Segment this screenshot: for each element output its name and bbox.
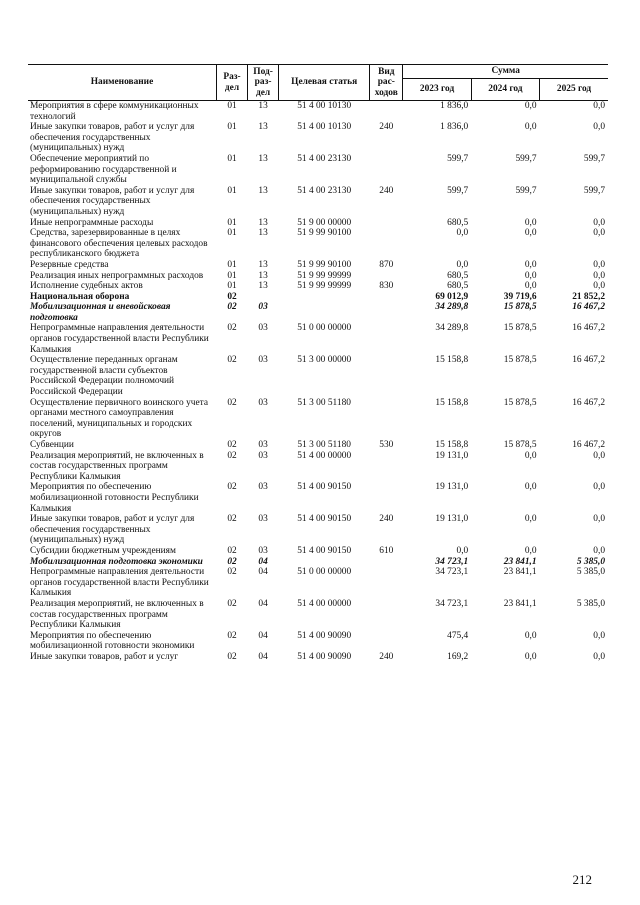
row-name: Осуществление первичного воинского учета органами местного самоуправления поселений, муниципальных и городских округов — [30, 397, 209, 440]
row-razdel: 02 — [227, 598, 237, 609]
row-amount-2023: 34 289,8 — [435, 302, 469, 313]
row-vid — [370, 302, 403, 323]
row-podrazdel: 03 — [258, 482, 268, 493]
row-razdel: 02 — [227, 514, 237, 525]
row-amount-2025: 0,0 — [593, 101, 605, 111]
table-row — [28, 440, 608, 451]
table-row — [28, 451, 608, 483]
row-amount-2023: 19 131,0 — [435, 482, 469, 493]
row-amount-2024: 39 719,6 — [503, 291, 537, 302]
row-amount-2025: 599,7 — [583, 185, 605, 196]
row-podrazdel: 03 — [258, 440, 268, 450]
row-target: 51 9 99 99999 — [297, 281, 352, 292]
row-amount-2023: 1 836,0 — [440, 101, 469, 111]
row-vid: 870 — [379, 259, 394, 270]
budget-table — [28, 64, 608, 662]
row-razdel: 02 — [227, 302, 237, 313]
row-podrazdel: 04 — [258, 567, 268, 578]
row-razdel: 01 — [227, 259, 237, 270]
row-vid: 240 — [379, 185, 394, 196]
row-amount-2024: 15 878,5 — [503, 355, 537, 366]
row-target: 51 9 99 99999 — [297, 270, 352, 281]
row-amount-2023: 15 158,8 — [435, 355, 469, 366]
row-vid — [370, 482, 403, 514]
row-amount-2024: 15 878,5 — [503, 397, 537, 408]
table-row — [28, 546, 608, 557]
row-name: Непрограммные направления деятельности органов государственной власти Республики Калмыкия — [30, 323, 209, 355]
row-amount-2024: 0,0 — [524, 217, 537, 228]
header-target: Целевая статья — [279, 65, 370, 101]
row-amount-2023: 599,7 — [447, 185, 469, 196]
table-row — [28, 122, 608, 154]
row-amount-2025: 16 467,2 — [572, 355, 605, 366]
row-razdel: 02 — [227, 482, 237, 493]
row-amount-2024: 599,7 — [515, 153, 537, 164]
table-row — [28, 302, 608, 323]
row-target: 51 4 00 10130 — [297, 122, 352, 133]
row-razdel: 02 — [227, 630, 237, 641]
budget-table-page — [28, 64, 608, 662]
row-amount-2023: 69 012,9 — [435, 291, 469, 302]
row-podrazdel: 13 — [258, 270, 268, 281]
row-amount-2024: 0,0 — [524, 228, 537, 239]
row-razdel: 01 — [227, 228, 237, 239]
row-amount-2023: 680,5 — [447, 270, 469, 281]
row-amount-2025: 0,0 — [593, 482, 605, 493]
row-name: Мобилизационная и вневойсковая подготовка — [30, 302, 171, 323]
row-name: Реализация мероприятий, не включенных в состав государственных программ Республики Калмыкия — [30, 598, 204, 631]
row-podrazdel: 03 — [258, 514, 268, 525]
row-amount-2024: 23 841,1 — [503, 598, 537, 609]
table-row — [28, 398, 608, 440]
row-razdel: 02 — [227, 556, 237, 567]
row-target: 51 9 99 90100 — [297, 259, 352, 270]
row-name: Иные закупки товаров, работ и услуг для обеспечения государственных (муниципальных) нужд — [30, 514, 195, 546]
row-vid: 240 — [379, 122, 394, 133]
row-podrazdel: 03 — [258, 355, 268, 366]
row-amount-2023: 15 158,8 — [435, 440, 469, 450]
header-podrazdel: Под- раз- дел — [248, 65, 279, 101]
row-name: Непрограммные направления деятельности органов государственной власти Республики Калмыкия — [30, 567, 209, 599]
row-amount-2025: 0,0 — [593, 228, 605, 239]
row-amount-2024: 23 841,1 — [503, 556, 537, 567]
row-razdel: 02 — [227, 450, 237, 461]
row-podrazdel: 04 — [258, 556, 268, 567]
row-amount-2025: 599,7 — [583, 153, 605, 164]
row-vid — [370, 567, 403, 599]
row-amount-2024: 0,0 — [524, 545, 537, 556]
row-amount-2025: 16 467,2 — [572, 397, 605, 408]
row-name: Мероприятия по обеспечению мобилизационной готовности экономики — [30, 630, 195, 652]
header-name: Наименование — [28, 65, 216, 101]
row-amount-2024: 15 878,5 — [503, 323, 537, 334]
row-target: 51 3 00 51180 — [297, 440, 351, 450]
row-amount-2025: 0,0 — [593, 450, 605, 461]
row-amount-2024: 0,0 — [524, 259, 537, 270]
header-summa: Сумма — [403, 65, 608, 79]
table-row — [28, 228, 608, 260]
row-podrazdel — [248, 292, 279, 303]
row-amount-2024: 599,7 — [515, 185, 537, 196]
table-row — [28, 482, 608, 514]
row-vid — [370, 292, 403, 303]
table-row — [28, 631, 608, 652]
row-podrazdel: 13 — [258, 185, 268, 196]
header-2024: 2024 год — [471, 79, 539, 101]
table-body — [28, 101, 608, 663]
row-amount-2023: 0,0 — [456, 228, 469, 239]
row-razdel: 01 — [227, 217, 237, 228]
row-podrazdel: 13 — [258, 217, 268, 228]
row-vid — [370, 557, 403, 568]
row-podrazdel: 04 — [258, 598, 268, 609]
row-name: Национальная оборона — [30, 291, 130, 302]
table-row — [28, 652, 608, 663]
row-razdel: 01 — [227, 153, 237, 164]
row-name: Исполнение судебных актов — [30, 281, 143, 292]
row-vid: 240 — [379, 651, 394, 662]
row-amount-2025: 0,0 — [593, 651, 605, 662]
row-amount-2025: 0,0 — [593, 545, 605, 556]
row-amount-2023: 0,0 — [456, 545, 469, 556]
row-amount-2023: 34 723,1 — [435, 598, 469, 609]
row-name: Иные закупки товаров, работ и услуг для обеспечения государственных (муниципальных) нужд — [30, 185, 195, 217]
row-amount-2024: 23 841,1 — [503, 567, 537, 578]
row-vid — [370, 355, 403, 397]
row-name: Средства, зарезервированные в целях финансового обеспечения целевых расходов республиканского бюджета — [30, 228, 208, 260]
row-amount-2023: 34 289,8 — [435, 323, 469, 334]
row-amount-2024: 0,0 — [524, 281, 537, 292]
table-row — [28, 323, 608, 355]
row-vid: 610 — [379, 545, 394, 556]
row-amount-2023: 34 723,1 — [435, 567, 469, 578]
row-name: Резервные средства — [30, 259, 109, 270]
row-amount-2025: 16 467,2 — [572, 440, 605, 450]
row-razdel: 02 — [227, 545, 237, 556]
row-amount-2025: 0,0 — [593, 217, 605, 228]
row-podrazdel: 03 — [258, 397, 268, 408]
row-amount-2024: 0,0 — [524, 651, 537, 662]
row-target: 51 4 00 90150 — [297, 482, 352, 493]
row-name: Иные закупки товаров, работ и услуг для обеспечения государственных (муниципальных) нужд — [30, 122, 195, 154]
row-podrazdel: 03 — [258, 302, 268, 313]
row-vid — [370, 451, 403, 483]
row-vid — [370, 228, 403, 260]
row-amount-2025: 5 385,0 — [576, 556, 605, 567]
row-podrazdel: 13 — [258, 101, 268, 111]
row-amount-2023: 1 836,0 — [440, 122, 469, 133]
row-amount-2024: 0,0 — [524, 450, 537, 461]
header-vid: Вид рас- ходов — [370, 65, 403, 101]
row-razdel: 02 — [227, 397, 237, 408]
page-number: 212 — [572, 872, 592, 887]
row-amount-2025: 0,0 — [593, 281, 605, 292]
row-target: 51 4 00 10130 — [297, 101, 352, 111]
row-target: 51 4 00 23130 — [297, 185, 352, 196]
table-row — [28, 292, 608, 303]
row-razdel: 02 — [227, 323, 237, 334]
row-podrazdel: 04 — [258, 630, 268, 641]
row-target — [279, 557, 370, 568]
row-amount-2025: 5 385,0 — [576, 567, 605, 578]
row-vid — [370, 398, 403, 440]
row-amount-2023: 19 131,0 — [435, 450, 469, 461]
table-row — [28, 557, 608, 568]
row-amount-2023: 34 723,1 — [435, 556, 469, 567]
row-vid: 530 — [379, 440, 394, 450]
row-name: Осуществление переданных органам государственной власти субъектов Российской Федерации полномочий Российской Федерации — [30, 355, 178, 398]
table-row — [28, 101, 608, 123]
row-amount-2025: 0,0 — [593, 630, 605, 641]
table-row — [28, 514, 608, 546]
row-target: 51 4 00 23130 — [297, 153, 352, 164]
row-target: 51 4 00 90150 — [297, 514, 352, 525]
row-vid — [370, 154, 403, 186]
row-amount-2023: 680,5 — [447, 217, 469, 228]
row-amount-2024: 0,0 — [524, 514, 537, 525]
row-vid — [370, 271, 403, 282]
row-razdel: 02 — [227, 651, 237, 662]
row-target: 51 9 00 00000 — [297, 217, 352, 228]
row-target — [279, 302, 370, 323]
table-row — [28, 271, 608, 282]
row-amount-2025: 0,0 — [593, 514, 605, 525]
row-razdel: 02 — [227, 440, 237, 450]
row-amount-2024: 0,0 — [524, 482, 537, 493]
row-name: Мобилизационная подготовка экономики — [30, 556, 203, 567]
row-amount-2025: 0,0 — [593, 259, 605, 270]
row-target: 51 9 99 90100 — [297, 228, 352, 239]
row-razdel: 02 — [227, 567, 237, 578]
table-row — [28, 355, 608, 397]
row-vid — [370, 218, 403, 229]
row-podrazdel: 13 — [258, 228, 268, 239]
row-podrazdel: 03 — [258, 323, 268, 334]
row-target: 51 3 00 00000 — [297, 355, 352, 366]
table-row — [28, 599, 608, 631]
row-amount-2024: 15 878,5 — [503, 302, 537, 313]
row-amount-2025: 0,0 — [593, 122, 605, 133]
table-row — [28, 260, 608, 271]
row-target — [279, 292, 370, 303]
row-target: 51 4 00 90090 — [297, 651, 352, 662]
row-target: 51 0 00 00000 — [297, 567, 352, 578]
row-amount-2025: 5 385,0 — [576, 598, 605, 609]
row-amount-2024: 0,0 — [524, 270, 537, 281]
row-name: Реализация мероприятий, не включенных в состав государственных программ Республики Калмыкия — [30, 450, 204, 482]
row-razdel: 01 — [227, 101, 237, 111]
row-vid — [370, 599, 403, 631]
row-podrazdel: 04 — [258, 651, 268, 662]
row-vid: 240 — [379, 514, 394, 525]
row-name: Субвенции — [30, 440, 74, 450]
row-vid — [370, 101, 403, 123]
row-target: 51 4 00 90150 — [297, 545, 352, 556]
row-amount-2024: 0,0 — [524, 101, 537, 111]
row-name: Иные закупки товаров, работ и услуг — [30, 651, 179, 662]
row-name: Реализация иных непрограммных расходов — [30, 270, 204, 281]
row-amount-2023: 599,7 — [447, 153, 469, 164]
row-razdel: 01 — [227, 122, 237, 133]
row-vid — [370, 631, 403, 652]
row-amount-2024: 0,0 — [524, 122, 537, 133]
row-podrazdel: 13 — [258, 281, 268, 292]
row-razdel: 02 — [227, 291, 237, 302]
row-razdel: 01 — [227, 270, 237, 281]
row-target: 51 0 00 00000 — [297, 323, 352, 334]
row-razdel: 02 — [227, 355, 237, 366]
table-row — [28, 218, 608, 229]
row-name: Иные непрограммные расходы — [30, 217, 154, 228]
row-amount-2025: 16 467,2 — [572, 323, 605, 334]
row-name: Мероприятия в сфере коммуникационных технологий — [30, 101, 199, 122]
row-razdel: 01 — [227, 281, 237, 292]
row-target: 51 4 00 00000 — [297, 598, 352, 609]
header-2025: 2025 год — [540, 79, 608, 101]
table-row — [28, 154, 608, 186]
row-name: Мероприятия по обеспечению мобилизационной готовности Республики Калмыкия — [30, 482, 199, 514]
row-vid: 830 — [379, 281, 394, 292]
row-amount-2023: 680,5 — [447, 281, 469, 292]
row-podrazdel: 13 — [258, 122, 268, 133]
row-podrazdel: 13 — [258, 259, 268, 270]
row-amount-2025: 21 852,2 — [572, 291, 605, 302]
row-amount-2025: 16 467,2 — [572, 302, 605, 313]
row-target: 51 3 00 51180 — [297, 397, 351, 408]
row-amount-2025: 0,0 — [593, 270, 605, 281]
row-podrazdel: 03 — [258, 545, 268, 556]
row-amount-2024: 0,0 — [524, 630, 537, 641]
header-razdel: Раз- дел — [216, 65, 247, 101]
table-row — [28, 281, 608, 292]
table-row — [28, 186, 608, 218]
header-2023: 2023 год — [403, 79, 471, 101]
row-amount-2023: 169,2 — [447, 651, 469, 662]
row-podrazdel: 13 — [258, 153, 268, 164]
row-amount-2023: 15 158,8 — [435, 397, 469, 408]
row-amount-2023: 475,4 — [447, 630, 469, 641]
row-target: 51 4 00 90090 — [297, 630, 352, 641]
table-header — [28, 65, 608, 101]
row-target: 51 4 00 00000 — [297, 450, 352, 461]
row-vid — [370, 323, 403, 355]
row-podrazdel: 03 — [258, 450, 268, 461]
row-name: Субсидии бюджетным учреждениям — [30, 545, 176, 556]
row-razdel: 01 — [227, 185, 237, 196]
row-name: Обеспечение мероприятий по реформированию государственной и муниципальной службы — [30, 153, 177, 186]
row-amount-2024: 15 878,5 — [503, 440, 537, 450]
table-row — [28, 567, 608, 599]
row-amount-2023: 0,0 — [456, 259, 469, 270]
row-amount-2023: 19 131,0 — [435, 514, 469, 525]
